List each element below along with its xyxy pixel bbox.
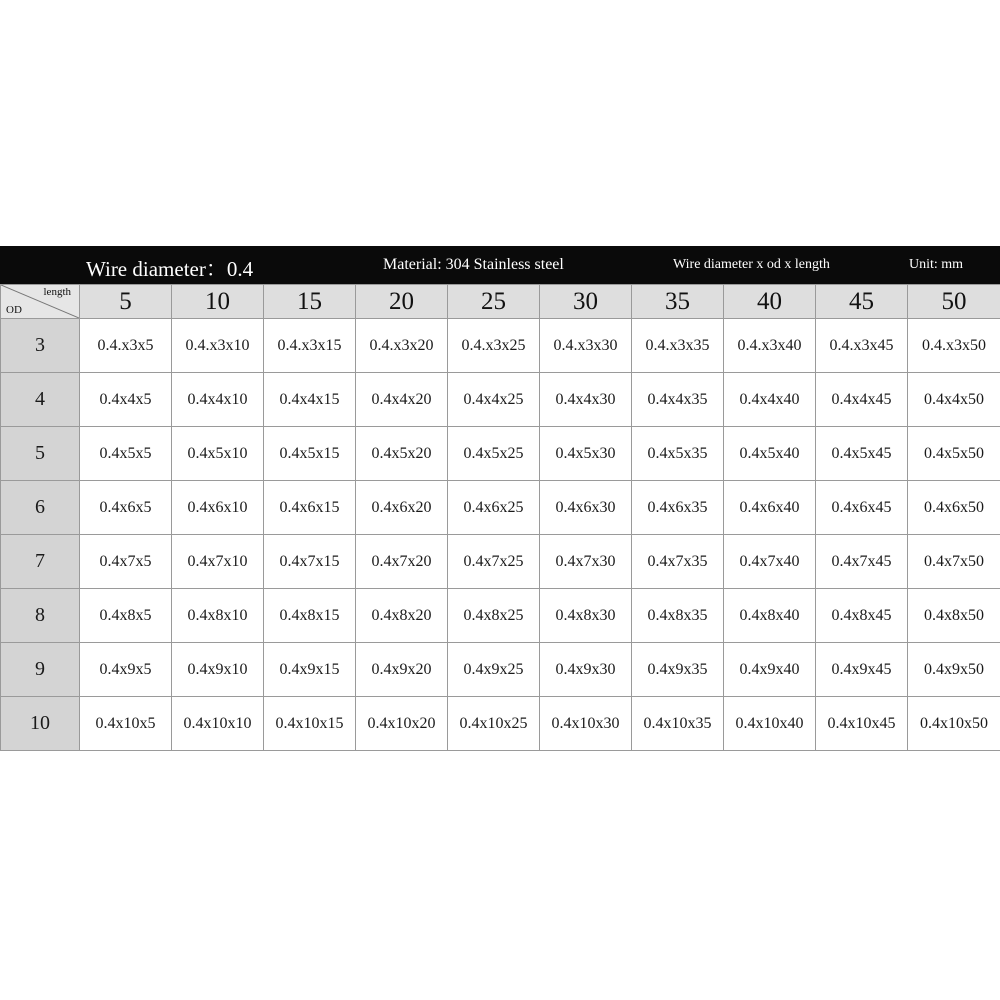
wire-diameter-label: Wire diameter：0.4	[86, 257, 254, 281]
material-label: Material: 304 Stainless steel	[383, 256, 564, 273]
size-cell: 0.4.x3x50	[908, 319, 1000, 373]
table-row	[1, 697, 1000, 751]
size-cell: 0.4x8x20	[356, 589, 448, 643]
size-cell: 0.4.x3x25	[448, 319, 540, 373]
size-cell: 0.4x8x45	[816, 589, 908, 643]
size-cell: 0.4x6x45	[816, 481, 908, 535]
size-cell: 0.4x4x10	[172, 373, 264, 427]
size-cell: 0.4.x3x5	[80, 319, 172, 373]
size-cell: 0.4x5x5	[80, 427, 172, 481]
size-cell: 0.4x4x40	[724, 373, 816, 427]
length-header-cell: 20	[356, 285, 448, 319]
length-header-cell: 5	[80, 285, 172, 319]
size-cell: 0.4x9x30	[540, 643, 632, 697]
size-cell: 0.4.x3x30	[540, 319, 632, 373]
size-cell: 0.4.x3x15	[264, 319, 356, 373]
length-header-cell: 45	[816, 285, 908, 319]
size-cell: 0.4x6x15	[264, 481, 356, 535]
table-row	[1, 535, 1000, 589]
size-cell: 0.4x6x20	[356, 481, 448, 535]
size-cell: 0.4x10x30	[540, 697, 632, 751]
length-header-cell: 40	[724, 285, 816, 319]
od-cell: 4	[1, 373, 80, 427]
size-cell: 0.4x7x20	[356, 535, 448, 589]
size-cell: 0.4x10x5	[80, 697, 172, 751]
size-cell: 0.4x10x10	[172, 697, 264, 751]
size-cell: 0.4x8x50	[908, 589, 1000, 643]
size-cell: 0.4x4x25	[448, 373, 540, 427]
size-cell: 0.4x9x40	[724, 643, 816, 697]
size-cell: 0.4x6x5	[80, 481, 172, 535]
table-row	[1, 373, 1000, 427]
size-cell: 0.4x6x10	[172, 481, 264, 535]
size-cell: 0.4x5x35	[632, 427, 724, 481]
length-header-row	[1, 285, 1000, 319]
od-cell: 9	[1, 643, 80, 697]
size-cell: 0.4x4x15	[264, 373, 356, 427]
size-cell: 0.4.x3x20	[356, 319, 448, 373]
size-table-body	[1, 319, 1000, 751]
size-cell: 0.4x5x15	[264, 427, 356, 481]
size-cell: 0.4.x3x45	[816, 319, 908, 373]
size-cell: 0.4x9x5	[80, 643, 172, 697]
size-cell: 0.4x5x30	[540, 427, 632, 481]
size-cell: 0.4x4x30	[540, 373, 632, 427]
size-cell: 0.4.x3x40	[724, 319, 816, 373]
size-cell: 0.4.x3x35	[632, 319, 724, 373]
length-header-cell: 10	[172, 285, 264, 319]
size-cell: 0.4x6x35	[632, 481, 724, 535]
table-row	[1, 643, 1000, 697]
size-cell: 0.4x6x40	[724, 481, 816, 535]
size-cell: 0.4x6x25	[448, 481, 540, 535]
table-row	[1, 481, 1000, 535]
size-cell: 0.4x8x5	[80, 589, 172, 643]
spec-sheet	[0, 246, 1000, 751]
table-row	[1, 319, 1000, 373]
size-cell: 0.4x5x10	[172, 427, 264, 481]
title-banner	[0, 246, 1000, 284]
size-cell: 0.4x5x40	[724, 427, 816, 481]
size-cell: 0.4x6x30	[540, 481, 632, 535]
od-cell: 10	[1, 697, 80, 751]
size-cell: 0.4x9x50	[908, 643, 1000, 697]
size-cell: 0.4x8x35	[632, 589, 724, 643]
od-cell: 5	[1, 427, 80, 481]
od-axis-label: OD	[6, 304, 22, 316]
size-cell: 0.4x7x30	[540, 535, 632, 589]
length-header-cell: 15	[264, 285, 356, 319]
size-cell: 0.4x4x45	[816, 373, 908, 427]
table-row	[1, 427, 1000, 481]
size-cell: 0.4x9x45	[816, 643, 908, 697]
size-cell: 0.4x8x15	[264, 589, 356, 643]
size-cell: 0.4x4x50	[908, 373, 1000, 427]
od-cell: 8	[1, 589, 80, 643]
size-cell: 0.4x7x5	[80, 535, 172, 589]
size-cell: 0.4x10x45	[816, 697, 908, 751]
size-formula-label: Wire diameter x od x length	[673, 257, 830, 272]
size-cell: 0.4x8x30	[540, 589, 632, 643]
size-cell: 0.4x7x15	[264, 535, 356, 589]
size-cell: 0.4x5x20	[356, 427, 448, 481]
size-cell: 0.4x8x25	[448, 589, 540, 643]
od-cell: 7	[1, 535, 80, 589]
size-cell: 0.4x6x50	[908, 481, 1000, 535]
size-cell: 0.4x4x35	[632, 373, 724, 427]
size-cell: 0.4x7x35	[632, 535, 724, 589]
length-header-cell: 35	[632, 285, 724, 319]
size-cell: 0.4x10x40	[724, 697, 816, 751]
size-cell: 0.4x10x25	[448, 697, 540, 751]
size-cell: 0.4x9x20	[356, 643, 448, 697]
size-cell: 0.4x10x35	[632, 697, 724, 751]
size-cell: 0.4x7x40	[724, 535, 816, 589]
table-row	[1, 589, 1000, 643]
od-cell: 3	[1, 319, 80, 373]
length-header-cell: 50	[908, 285, 1000, 319]
size-cell: 0.4x10x20	[356, 697, 448, 751]
corner-header-cell	[1, 285, 80, 319]
length-axis-label: length	[43, 286, 71, 298]
size-cell: 0.4x7x25	[448, 535, 540, 589]
size-cell: 0.4x8x10	[172, 589, 264, 643]
size-cell: 0.4x4x20	[356, 373, 448, 427]
size-table	[0, 284, 1000, 751]
length-header-cell: 30	[540, 285, 632, 319]
size-cell: 0.4x7x10	[172, 535, 264, 589]
size-cell: 0.4x9x25	[448, 643, 540, 697]
size-cell: 0.4x10x50	[908, 697, 1000, 751]
size-cell: 0.4x9x15	[264, 643, 356, 697]
length-header-cell: 25	[448, 285, 540, 319]
size-cell: 0.4x9x35	[632, 643, 724, 697]
size-cell: 0.4x7x45	[816, 535, 908, 589]
unit-label: Unit: mm	[909, 257, 964, 272]
size-cell: 0.4x5x25	[448, 427, 540, 481]
size-cell: 0.4x4x5	[80, 373, 172, 427]
size-cell: 0.4x7x50	[908, 535, 1000, 589]
size-cell: 0.4x9x10	[172, 643, 264, 697]
size-cell: 0.4x5x50	[908, 427, 1000, 481]
size-cell: 0.4x5x45	[816, 427, 908, 481]
size-cell: 0.4x8x40	[724, 589, 816, 643]
od-cell: 6	[1, 481, 80, 535]
size-cell: 0.4x10x15	[264, 697, 356, 751]
size-cell: 0.4.x3x10	[172, 319, 264, 373]
